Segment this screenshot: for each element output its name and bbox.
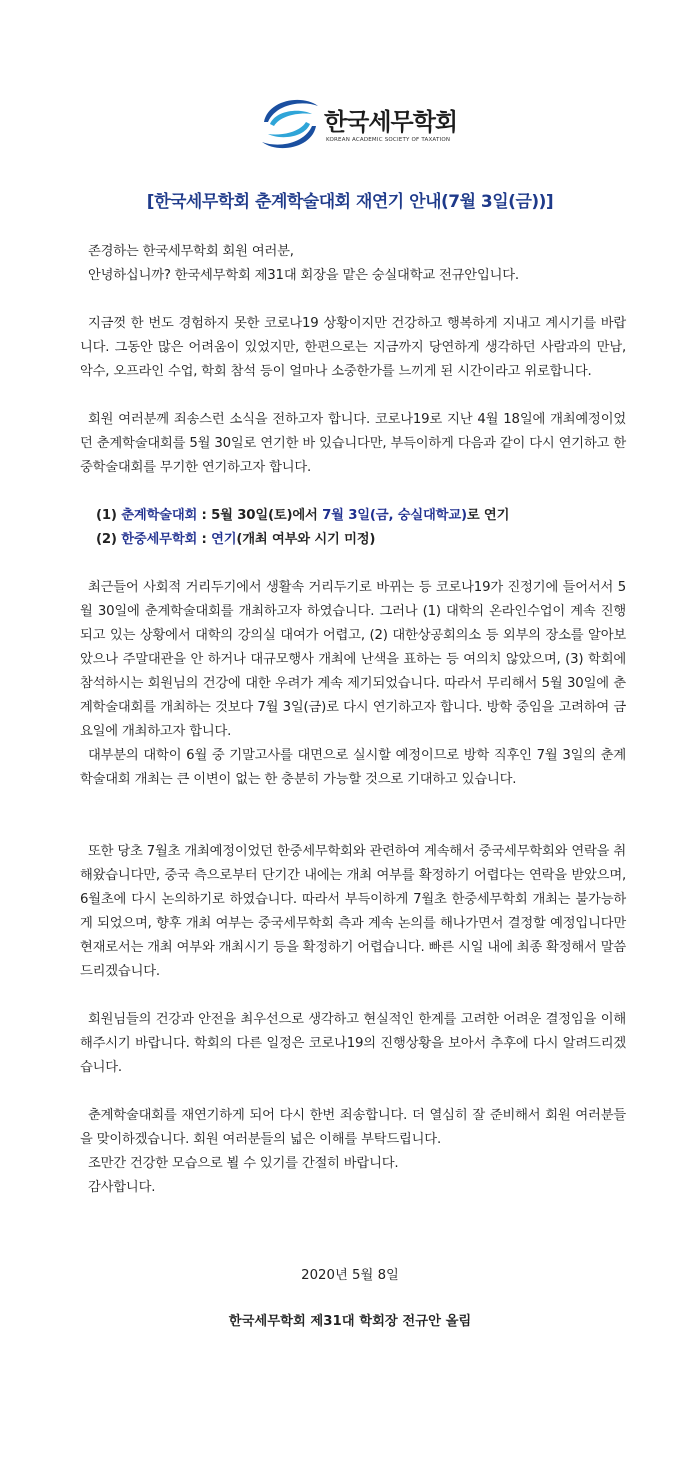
paragraph: 지금껏 한 번도 경험하지 못한 코로나19 상황이지만 건강하고 행복하게 지내고 계시기를 바랍니다. 그동안 많은 어려움이 있었지만, 한편으로는 지금까지 당연하게 생각하던 사람과의 만남, 악수, 오프라인 수업, 학회 참석 등이 얼마나 소중한가를 느끼게 된 시간이라고 위로합니다. [80,316,626,379]
item-label: 춘계학술대회 [121,508,198,523]
item-text: 로 연기 [466,508,510,523]
postponement-list [96,504,626,552]
item-highlight: 연기 [211,532,237,547]
closing-line: 조만간 건강한 모습으로 뵐 수 있기를 간절히 바랍니다. [88,1156,399,1171]
logo-subtitle: KOREAN ACADEMIC SOCIETY OF TAXATION [326,137,451,143]
item-text: (개최 여부와 시기 미정) [236,532,376,547]
greeting-line: 존경하는 한국세무학회 회원 여러분, [88,244,294,259]
paragraph: 회원 여러분께 죄송스런 소식을 전하고자 합니다. 코로나19로 지난 4월 18일에 개최예정이었던 춘계학술대회를 5월 30일로 연기한 바 있습니다만, 부득이하게 다음과 같이 다시 연기하고 한중학술대회를 무기한 연기하고자 합니다. [80,412,626,475]
paragraph: 대부분의 대학이 6월 중 기말고사를 대면으로 실시할 예정이므로 방학 직후인 7월 3일의 춘계학술대회 개최는 큰 이변이 없는 한 충분히 가능할 것으로 기대하고 있습니다. [80,748,626,787]
greeting-line: 안녕하십니까? 한국세무학회 제31대 회장을 맡은 숭실대학교 전규안입니다. [88,268,519,283]
signature: 한국세무학회 제31대 학회장 전규안 올림 [228,1314,472,1329]
paragraph: 또한 당초 7월초 개최예정이었던 한중세무학회와 관련하여 계속해서 중국세무학회와 연락을 취해왔습니다만, 중국 측으로부터 단기간 내에는 개최 여부를 확정하기 어렵다는 연락을 받았으며, 6월초에 다시 논의하기로 하였습니다. 따라서 부득이하게 7월초 한중세무학회 개최는 불가능하게 되었으며, 향후 개최 여부는 중국세무학회 측과 계속 논의를 해나가면서 결정할 예정입니다만 현재로서는 개최 여부와 개최시기 등을 확정하기 어렵습니다. 빠른 시일 내에 최종 확정해서 말씀드리겠습니다. [80,844,626,979]
item-highlight: 7월 3일(금, 숭실대학교) [322,508,467,523]
item-text: 5월 30일(토)에서 [211,508,323,523]
closing-paragraph: 춘계학술대회를 재연기하게 되어 다시 한번 죄송합니다. 더 열심히 잘 준비해서 회원 여러분들을 맞이하겠습니다. 회원 여러분들의 넓은 이해를 부탁드립니다. [80,1108,626,1147]
logo-name: 한국세무학회 [324,108,458,136]
item-number: (1) [96,508,117,523]
list-item [96,504,626,528]
list-item [96,528,626,552]
item-label: 한중세무학회 [121,532,198,547]
closing-line: 감사합니다. [88,1180,156,1195]
letter-body [80,240,626,1200]
swoosh-logo-icon [258,92,322,156]
letter-date: 2020년 5월 8일 [301,1268,399,1283]
society-logo [250,86,458,166]
paragraph: 회원님들의 건강과 안전을 최우선으로 생각하고 현실적인 한계를 고려한 어려운 결정임을 이해해주시기 바랍니다. 학회의 다른 일정은 코로나19의 진행상황을 보아서 추후에 다시 알려드리겠습니다. [80,1012,626,1075]
item-sep: : [197,508,212,523]
document-title: [한국세무학회 춘계학술대회 재연기 안내(7월 3일(금))] [146,192,554,212]
item-number: (2) [96,532,117,547]
paragraph: 최근들어 사회적 거리두기에서 생활속 거리두기로 바뀌는 등 코로나19가 진정기에 들어서서 5월 30일에 춘계학술대회를 개최하고자 하였습니다. 그러나 (1) 대학의 온라인수업이 계속 진행되고 있는 상황에서 대학의 강의실 대여가 어렵고, (2) 대한상공회의소 등 외부의 장소를 알아보았으나 주말대관을 안 하거나 대규모행사 개최에 난색을 표하는 등 여의치 않았으며, (3) 학회에 참석하시는 회원님의 건강에 대한 우려가 계속 제기되었습니다. 따라서 무리해서 5월 30일에 춘계학술대회를 개최하는 것보다 7월 3일(금)로 다시 연기하고자 합니다. 방학 중임을 고려하여 금요일에 개최하고자 합니다. [80,580,626,739]
item-sep: : [197,532,212,547]
